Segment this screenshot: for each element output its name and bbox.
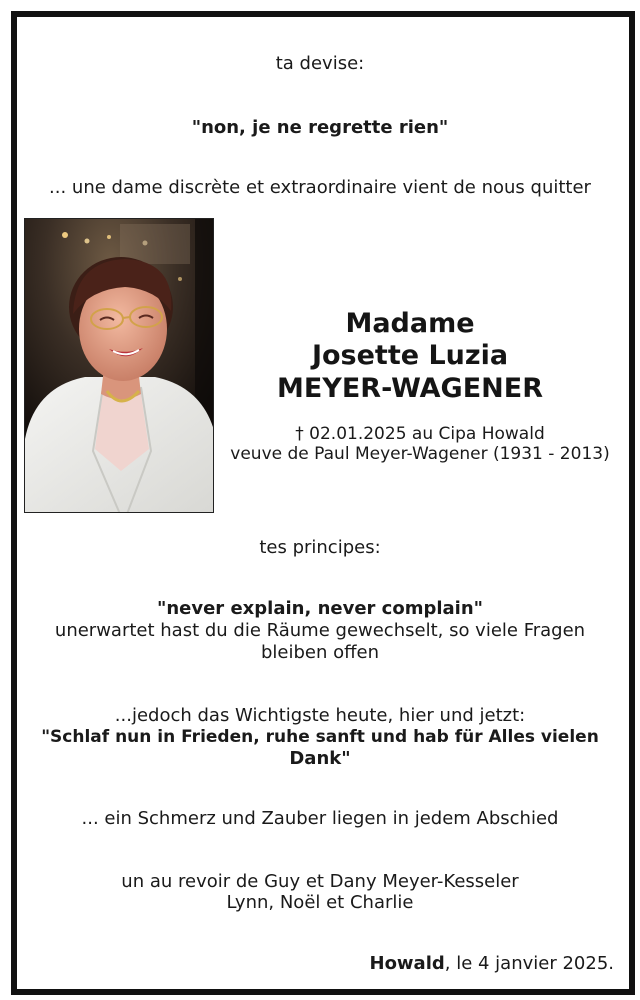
- family-line-2: Lynn, Noël et Charlie: [226, 892, 414, 913]
- intro-text: ... une dame discrète et extraordinaire vient de nous quitter: [49, 177, 591, 198]
- deceased-title: Madame: [345, 308, 475, 339]
- deceased-given-names: Josette Luzia: [311, 340, 509, 371]
- principle-quote: "never explain, never complain": [156, 598, 484, 619]
- principle-text-line-1: unerwartet hast du die Räume gewechselt, so viele Fragen: [54, 620, 586, 641]
- principle-text-line-2: bleiben offen: [260, 642, 380, 663]
- place: Howald: [369, 953, 445, 974]
- important-intro: ...jedoch das Wichtigste heute, hier und jetzt:: [114, 705, 526, 726]
- important-quote-line-2: Dank": [289, 748, 351, 769]
- widow-line: veuve de Paul Meyer-Wagener (1931 - 2013): [230, 444, 610, 464]
- family-line-1: un au revoir de Guy et Dany Meyer-Kesseler: [121, 871, 519, 892]
- date: , le 4 janvier 2025.: [444, 953, 614, 974]
- principles-intro: tes principes:: [259, 537, 381, 558]
- portrait-photo: [24, 218, 214, 513]
- death-date-line: † 02.01.2025 au Cipa Howald: [295, 424, 545, 444]
- deceased-surname: MEYER-WAGENER: [277, 373, 543, 404]
- place-and-date: [370, 953, 615, 974]
- motto-intro: ta devise:: [275, 53, 365, 74]
- important-quote-line-1: "Schlaf nun in Frieden, ruhe sanft und hab für Alles vielen: [41, 727, 599, 747]
- farewell-line: ... ein Schmerz und Zauber liegen in jedem Abschied: [81, 808, 559, 829]
- motto-quote: "non, je ne regrette rien": [191, 117, 449, 138]
